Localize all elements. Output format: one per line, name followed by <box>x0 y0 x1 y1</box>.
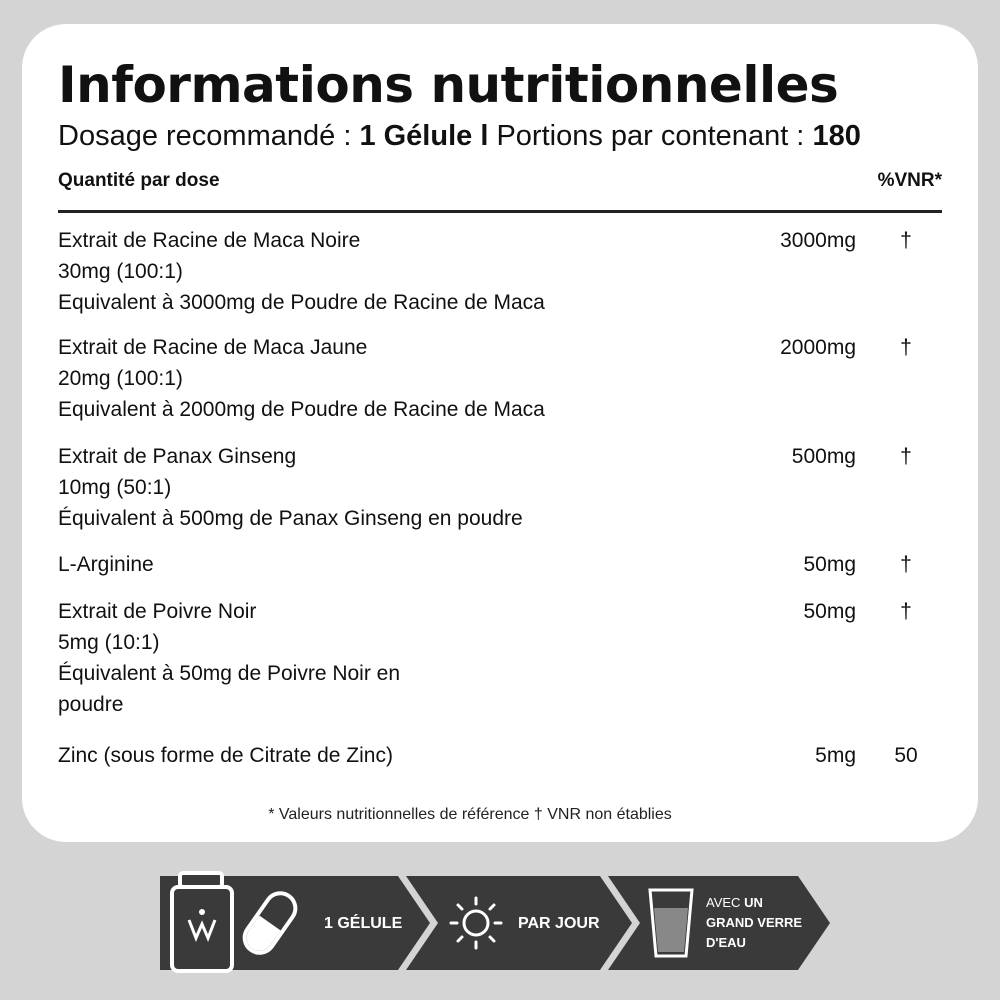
dosage-separator: l <box>480 120 489 152</box>
ingredient-vnr: † <box>900 229 912 252</box>
glass-icon <box>650 890 692 956</box>
ingredient-name: Zinc (sous forme de Citrate de Zinc) <box>58 744 393 767</box>
strip-graphics <box>0 860 1000 990</box>
ingredient-amount: 500mg <box>791 445 856 468</box>
dosage-prefix: Dosage recommandé : <box>58 120 352 152</box>
ingredient-name: Extrait de Racine de Maca Noire 30mg (100:1) Equivalent à 3000mg de Poudre de Racine de Maca <box>58 229 545 314</box>
page-title: Informations nutritionnelles <box>58 56 839 114</box>
usage-instructions-strip <box>0 860 1000 990</box>
bottle-icon <box>172 873 232 971</box>
ingredient-vnr: † <box>900 336 912 359</box>
ingredient-amount: 3000mg <box>780 229 856 252</box>
portions-value: 180 <box>812 120 861 152</box>
ingredient-vnr: † <box>900 445 912 468</box>
header-divider <box>58 210 942 213</box>
portions-prefix: Portions par contenant : <box>496 120 805 152</box>
ingredient-vnr: † <box>900 600 912 623</box>
ingredient-amount: 50mg <box>803 600 856 623</box>
dosage-line <box>58 120 861 153</box>
ingredient-name: Extrait de Poivre Noir 5mg (10:1) Équivalent à 50mg de Poivre Noir en poudre <box>58 600 401 716</box>
ingredient-vnr: † <box>900 553 912 576</box>
ingredient-amount: 5mg <box>815 744 856 767</box>
step2-label: PAR JOUR <box>518 915 600 932</box>
step3-label: AVEC UN GRAND VERRE D'EAU <box>706 895 803 950</box>
ingredient-amount: 2000mg <box>780 336 856 359</box>
column-header-vnr: %VNR* <box>877 170 942 191</box>
ingredient-name: Extrait de Panax Ginseng 10mg (50:1) Équivalent à 500mg de Panax Ginseng en poudre <box>58 445 523 530</box>
dosage-value: 1 Gélule <box>359 120 473 152</box>
ingredient-amount: 50mg <box>803 553 856 576</box>
column-header-quantity: Quantité par dose <box>58 170 220 191</box>
ingredient-vnr: 50 <box>894 744 918 767</box>
footnote: * Valeurs nutritionnelles de référence † VNR non établies <box>268 806 672 823</box>
ingredient-name: Extrait de Racine de Maca Jaune 20mg (100:1) Equivalent à 2000mg de Poudre de Racine de Maca <box>58 336 545 421</box>
step1-label: 1 GÉLULE <box>324 915 403 932</box>
ingredient-name: L-Arginine <box>58 553 154 576</box>
